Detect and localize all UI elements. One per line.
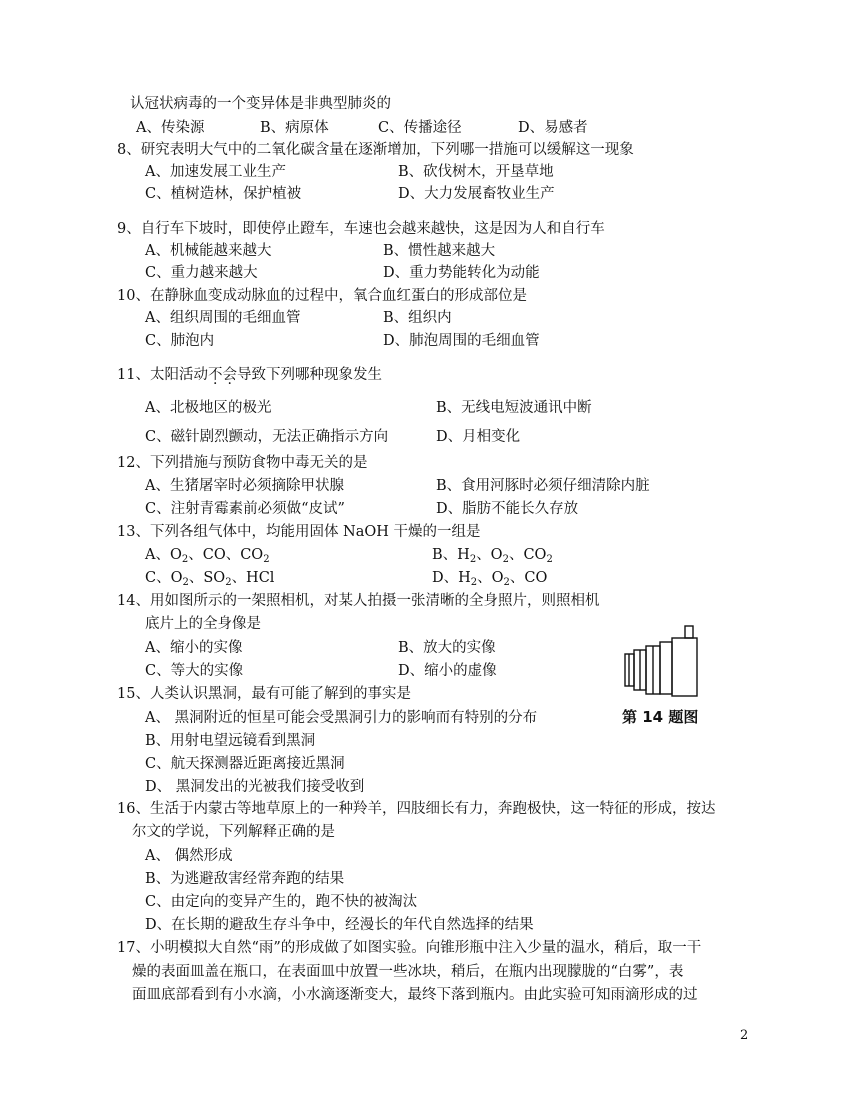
- q16-stem-cont: 尔文的学说，下列解释正确的是: [132, 824, 335, 840]
- viewfinder: [685, 626, 693, 638]
- page-number: 2: [740, 1028, 749, 1043]
- q9-option-d: D、重力势能转化为动能: [383, 265, 540, 281]
- q10-option-a: A、组织周围的毛细血管: [145, 310, 301, 326]
- lens-ring-4: [660, 642, 672, 694]
- q7-option-a: A、传染源: [136, 120, 205, 136]
- q13-option-a: A、$O_2$、CO、$CO_2$: [145, 547, 270, 565]
- q8-option-d: D、大力发展畜牧业生产: [398, 186, 555, 202]
- q7-option-b: B、病原体: [260, 120, 329, 136]
- q11-stem-pre: 11、太阳活动: [117, 367, 208, 383]
- q11-option-d: D、月相变化: [436, 429, 521, 445]
- q13-option-c: C、$O_2$、$SO_2$、HCl: [145, 570, 275, 588]
- q10-stem: 10、在静脉血变成动脉血的过程中，氧合血红蛋白的形成部位是: [117, 288, 527, 304]
- q14-option-b: B、放大的实像: [398, 640, 496, 656]
- q12-stem: 12、下列措施与预防食物中毒无关的是: [117, 455, 368, 471]
- q12-option-c: C、注射青霉素前必须做“皮试”: [145, 501, 345, 517]
- q15-option-c: C、航天探测器近距离接近黑洞: [145, 756, 345, 772]
- q12-option-b: B、食用河豚时必须仔细清除内脏: [436, 478, 650, 494]
- q14-option-c: C、等大的实像: [145, 663, 244, 679]
- q8-option-c: C、植树造林，保护植被: [145, 186, 302, 202]
- q8-option-b: B、砍伐树木，开垦草地: [398, 164, 554, 180]
- q11-stem-post: 导致下列哪种现象发生: [236, 367, 382, 383]
- q17-line-1: 17、小明模拟大自然“雨”的形成做了如图实验。向锥形瓶中注入少量的温水，稍后，取一干: [117, 940, 702, 956]
- q17-line-2: 燥的表面皿盖在瓶口，在表面皿中放置一些冰块，稍后，在瓶内出现朦胧的“白雾”，表: [132, 964, 684, 980]
- q12-option-d: D、脂肪不能长久存放: [436, 501, 579, 517]
- q16-stem: 16、生活于内蒙古等地草原上的一种羚羊，四肢细长有力，奔跑极快，这一特征的形成，按达: [117, 801, 716, 817]
- q11-option-c: C、磁针剧烈颤动，无法正确指示方向: [145, 429, 389, 445]
- q14-stem: 14、用如图所示的一架照相机，对某人拍摄一张清晰的全身照片，则照相机: [117, 593, 600, 609]
- q11-stem: [117, 365, 382, 385]
- q11-stem-emphasis-1: 不: [207, 367, 223, 383]
- q7-option-d: D、易感者: [518, 120, 588, 136]
- q16-option-a: A、 偶然形成: [145, 848, 233, 864]
- q13-option-b: B、$H_2$、$O_2$、$CO_2$: [432, 547, 553, 565]
- q12-option-a: A、生猪屠宰时必须摘除甲状腺: [145, 478, 344, 494]
- q7-stem: 认冠状病毒的一个变异体是非典型肺炎的: [130, 96, 391, 112]
- q10-option-b: B、组织内: [383, 310, 452, 326]
- q10-option-d: D、肺泡周围的毛细血管: [383, 333, 540, 349]
- q15-stem: 15、人类认识黑洞，最有可能了解到的事实是: [117, 686, 411, 702]
- figure-caption: 第 14 题图: [622, 708, 699, 726]
- q14-option-d: D、缩小的虚像: [398, 663, 497, 679]
- camera-figure: [622, 624, 700, 698]
- q8-stem: 8、研究表明大气中的二氧化碳含量在逐渐增加，下列哪一措施可以缓解这一现象: [117, 142, 634, 158]
- q13-stem: 13、下列各组气体中，均能用固体 NaOH 干燥的一组是: [117, 524, 481, 540]
- q16-option-c: C、由定向的变异产生的，跑不快的被淘汰: [145, 894, 418, 910]
- q9-option-c: C、重力越来越大: [145, 265, 258, 281]
- q7-option-c: C、传播途径: [378, 120, 462, 136]
- q9-option-b: B、惯性越来越大: [383, 243, 496, 259]
- camera-body: [672, 638, 697, 696]
- q9-option-a: A、机械能越来越大: [145, 243, 272, 259]
- q11-stem-emphasis-2: 会: [222, 367, 237, 383]
- q8-option-a: A、加速发展工业生产: [145, 164, 286, 180]
- q16-option-b: B、为逃避敌害经常奔跑的结果: [145, 871, 345, 887]
- q14-option-a: A、缩小的实像: [145, 640, 243, 656]
- q17-line-3: 面皿底部看到有小水滴，小水滴逐渐变大，最终下落到瓶内。由此实验可知雨滴形成的过: [132, 987, 698, 1003]
- q11-option-b: B、无线电短波通讯中断: [436, 400, 592, 416]
- q15-option-b: B、用射电望远镜看到黑洞: [145, 733, 316, 749]
- q10-option-c: C、肺泡内: [145, 333, 215, 349]
- q16-option-d: D、在长期的避敌生存斗争中，经漫长的年代自然选择的结果: [145, 917, 534, 933]
- q15-option-a: A、 黑洞附近的恒星可能会受黑洞引力的影响而有特别的分布: [145, 710, 538, 726]
- q11-option-a: A、北极地区的极光: [145, 400, 272, 416]
- q14-stem-cont: 底片上的全身像是: [145, 616, 261, 632]
- q15-option-d: D、 黑洞发出的光被我们接受收到: [145, 779, 365, 795]
- q13-option-d: D、$H_2$、$O_2$、CO: [432, 570, 548, 588]
- q9-stem: 9、自行车下坡时，即使停止蹬车，车速也会越来越快，这是因为人和自行车: [117, 221, 605, 237]
